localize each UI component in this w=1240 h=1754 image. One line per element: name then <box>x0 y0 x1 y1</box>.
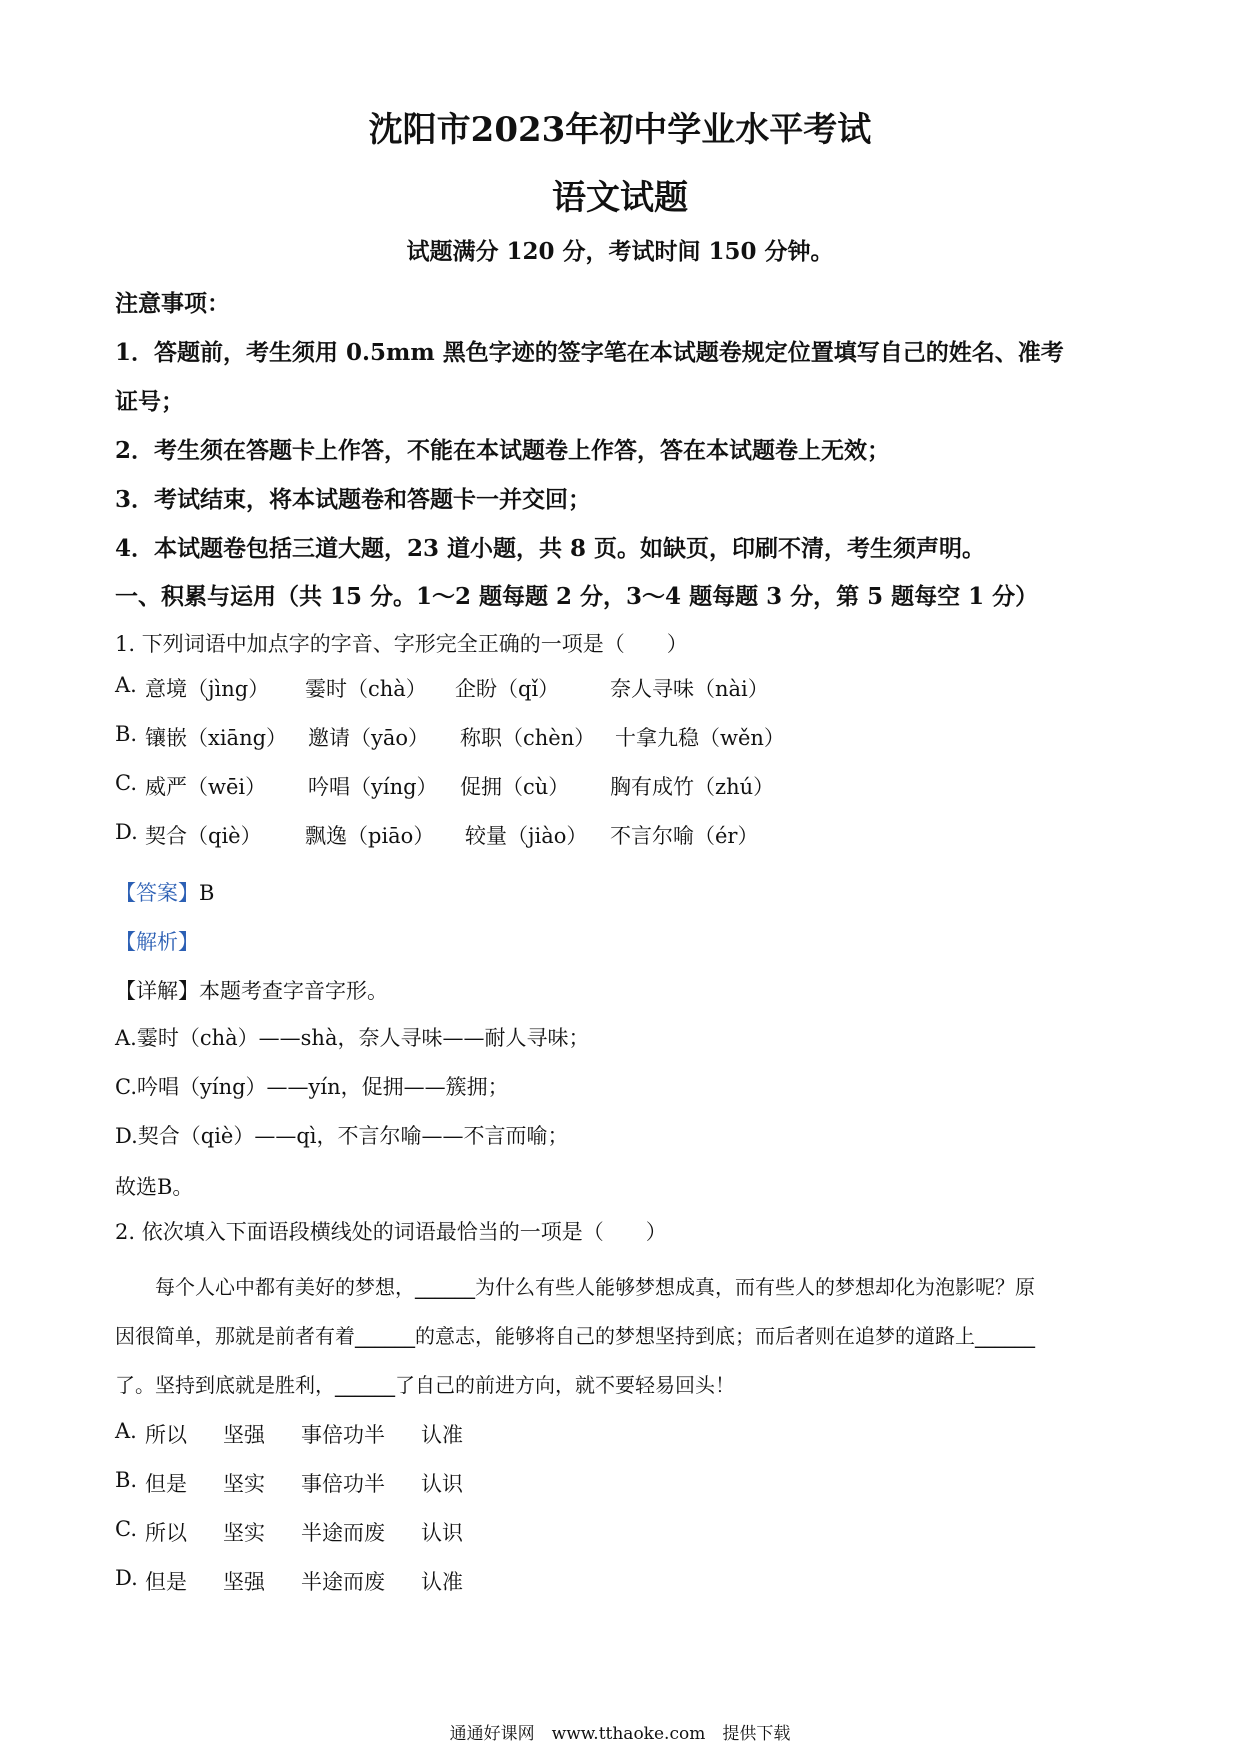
option-item: 契合（qiè） <box>145 824 262 848</box>
option-letter: D. <box>115 820 138 844</box>
subject-title: 语文试题 <box>552 178 688 218</box>
option-item: 事倍功半 <box>301 1472 385 1496</box>
passage-line-1: 每个人心中都有美好的梦想，______为什么有些人能够梦想成真，而有些人的梦想却化为泡影呢？原 <box>115 1275 1035 1299</box>
option-item: 事倍功半 <box>301 1423 385 1447</box>
analysis-tag: 【解析】 <box>115 930 199 954</box>
option-item: 促拥（cù） <box>460 775 570 799</box>
option-item: 霎时（chà） <box>305 677 427 701</box>
option-letter: C. <box>115 771 137 795</box>
option-item: 但是 <box>145 1472 187 1496</box>
answer-value: B <box>199 881 215 905</box>
option-item: 企盼（qǐ） <box>455 677 560 701</box>
option-item: 所以 <box>145 1521 187 1545</box>
option-item: 邀请（yāo） <box>308 726 430 750</box>
option-item: 坚实 <box>223 1521 265 1545</box>
notice-heading: 注意事项： <box>115 290 230 317</box>
option-item: 称职（chèn） <box>460 726 596 750</box>
option-item: 坚强 <box>223 1423 265 1447</box>
option-item: 认识 <box>421 1472 463 1496</box>
exam-title: 沈阳市2023年初中学业水平考试 <box>368 110 872 150</box>
option-item: 不言尔喻（ér） <box>610 824 759 848</box>
option-item: 半途而废 <box>301 1521 385 1545</box>
option-item: 镶嵌（xiāng） <box>145 726 288 750</box>
answer-line <box>115 877 214 907</box>
explanation-c: C.吟唱（yíng）——yín，促拥——簇拥； <box>115 1075 509 1099</box>
option-item: 半途而废 <box>301 1570 385 1594</box>
option-letter: D. <box>115 1566 138 1590</box>
option-letter: B. <box>115 1468 138 1492</box>
option-item: 认准 <box>421 1570 463 1594</box>
option-item: 较量（jiào） <box>465 824 588 848</box>
notice-line-1a: 1．答题前，考生须用 0.5mm 黑色字迹的签字笔在本试题卷规定位置填写自己的姓名、准考 <box>115 339 1064 366</box>
passage-line-2: 因很简单，那就是前者有着______的意志，能够将自己的梦想坚持到底；而后者则在追梦的道路上______ <box>115 1324 1035 1348</box>
exam-info: 试题满分 120 分，考试时间 150 分钟。 <box>406 238 834 265</box>
option-item: 所以 <box>145 1423 187 1447</box>
option-letter: B. <box>115 722 138 746</box>
option-item: 坚实 <box>223 1472 265 1496</box>
option-letter: A. <box>115 673 137 697</box>
option-item: 十拿九稳（wěn） <box>615 726 785 750</box>
option-item: 坚强 <box>223 1570 265 1594</box>
notice-line-2: 2．考生须在答题卡上作答，不能在本试题卷上作答，答在本试题卷上无效； <box>115 437 891 464</box>
option-item: 威严（wēi） <box>145 775 267 799</box>
answer-tag: 【答案】 <box>115 881 199 905</box>
option-item: 胸有成竹（zhú） <box>610 775 775 799</box>
option-item: 但是 <box>145 1570 187 1594</box>
notice-line-4: 4．本试题卷包括三道大题，23 道小题，共 8 页。如缺页，印刷不清，考生须声明。 <box>115 535 986 562</box>
option-item: 意境（jìng） <box>145 677 270 701</box>
option-item: 认识 <box>421 1521 463 1545</box>
footer-text: 通通好课网 www.tthaoke.com 提供下载 <box>449 1724 791 1744</box>
question-2-stem: 2. 依次填入下面语段横线处的词语最恰当的一项是（ ） <box>115 1220 667 1244</box>
detail-heading: 【详解】本题考查字音字形。 <box>115 979 388 1003</box>
passage-line-3: 了。坚持到底就是胜利，______了自己的前进方向，就不要轻易回头！ <box>115 1373 735 1397</box>
conclusion: 故选B。 <box>115 1175 194 1199</box>
notice-line-3: 3．考试结束，将本试题卷和答题卡一并交回； <box>115 486 592 513</box>
notice-line-1b: 证号； <box>115 388 184 415</box>
explanation-d: D.契合（qiè）——qì，不言尔喻——不言而喻； <box>115 1124 569 1148</box>
option-item: 吟唱（yíng） <box>308 775 438 799</box>
option-item: 奈人寻味（nài） <box>610 677 769 701</box>
option-letter: A. <box>115 1419 137 1443</box>
explanation-a: A.霎时（chà）——shà，奈人寻味——耐人寻味； <box>115 1026 590 1050</box>
option-item: 认准 <box>421 1423 463 1447</box>
option-item: 飘逸（piāo） <box>305 824 435 848</box>
question-1-stem: 1. 下列词语中加点字的字音、字形完全正确的一项是（ ） <box>115 632 688 656</box>
section-heading: 一、积累与运用（共 15 分。1～2 题每题 2 分，3～4 题每题 3 分，第 5 题每空 1 分） <box>115 583 1039 610</box>
option-letter: C. <box>115 1517 137 1541</box>
